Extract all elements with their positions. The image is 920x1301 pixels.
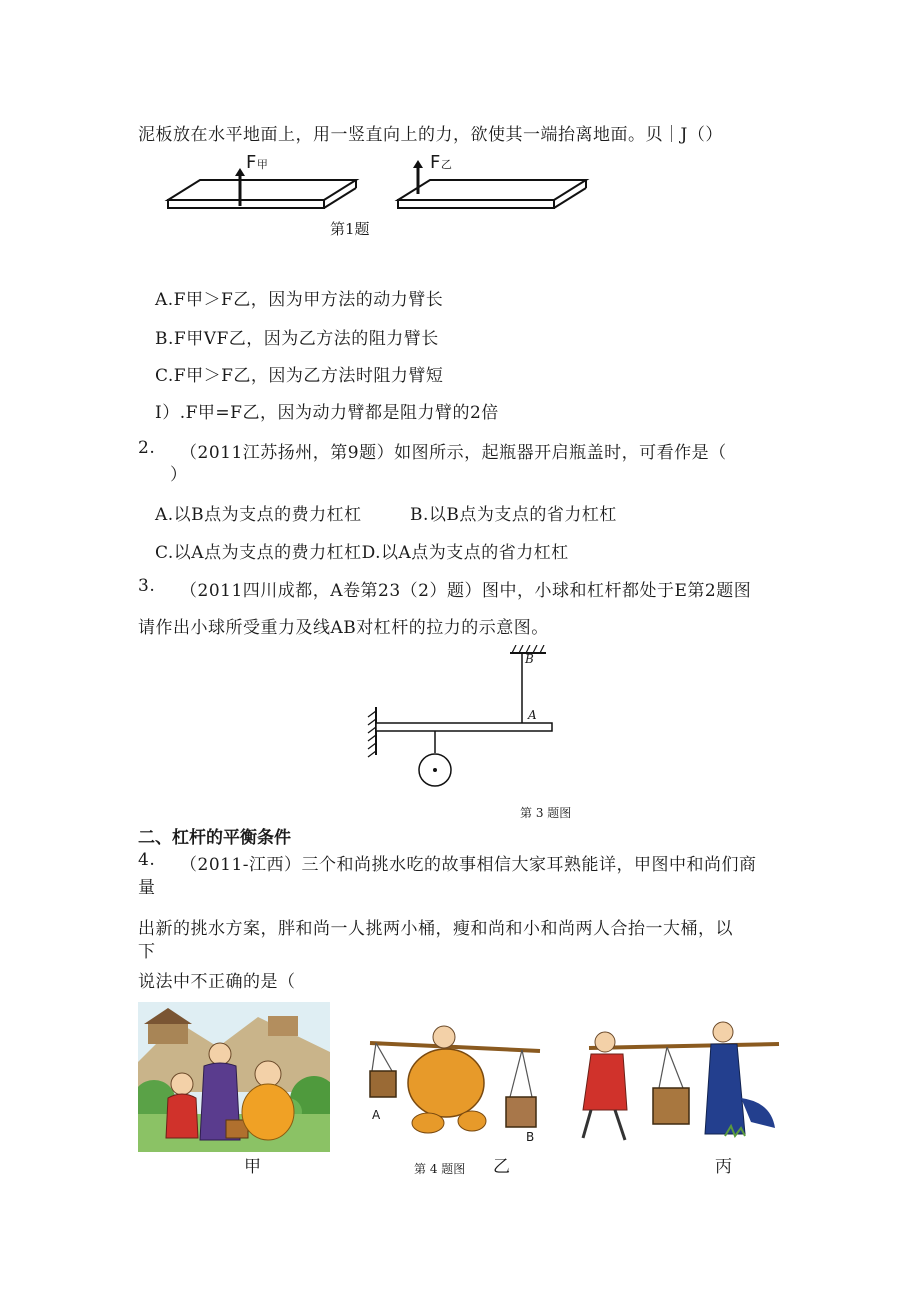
q4-number: 4. (138, 850, 156, 870)
fig1-force-b-label: F乙 (430, 152, 453, 173)
q1-option-b: B.F甲VF乙，因为乙方法的阻力臂长 (155, 329, 439, 349)
intro-line: 泥板放在水平地面上，用一竖直向上的力，欲使其一端抬离地面。贝｜J（） (138, 125, 723, 145)
fig4-label-a: A (372, 1108, 381, 1122)
section2-title: 二、杠杆的平衡条件 (138, 828, 291, 848)
fig1-plates (160, 150, 600, 220)
fig1-caption: 第1题 (330, 220, 370, 238)
q4-stem-cont: 量 (138, 878, 156, 898)
q4-line2: 出新的挑水方案，胖和尚一人挑两小桶，瘦和尚和小和尚两人合抬一大桶，以 (138, 919, 733, 939)
q1-option-c: C.F甲＞F乙，因为乙方法时阻力臂短 (155, 366, 444, 386)
q3-stem: （2011四川成都，A卷第23（2）题）图中，小球和杠杆都处于E第2题图 (180, 581, 752, 601)
q4-line3: 说法中不正确的是（ (138, 972, 296, 992)
fig3-label-b: B (525, 652, 534, 666)
q2-number: 2. (138, 438, 156, 458)
two-monks-carrying-illustration (575, 1018, 785, 1148)
q2-option-a: A.以B点为支点的费力杠杠 (155, 505, 362, 525)
fig1-force-a-label: F甲 (246, 152, 269, 173)
q3-number: 3. (138, 576, 156, 596)
q2-stem: （2011江苏扬州，第9题）如图所示，起瓶器开启瓶盖时，可看作是（ (180, 443, 727, 463)
fig4-label-jia: 甲 (244, 1157, 262, 1177)
fig3-label-a: A (528, 708, 537, 722)
q1-option-a: A.F甲＞F乙，因为甲方法的动力臂长 (155, 290, 444, 310)
fig4-label-b: B (526, 1130, 535, 1144)
fig4-label-bing: 丙 (715, 1157, 733, 1177)
fat-monk-carrying-illustration (362, 1025, 542, 1145)
q4-stem: （2011-江西）三个和尚挑水吃的故事相信大家耳熟能详，甲图中和尚们商 (180, 855, 757, 875)
q2-stem-cont: ） (170, 465, 188, 485)
q4-line2-cont: 下 (138, 942, 156, 962)
q1-option-d: I）.F甲=F乙，因为动力臂都是阻力臂的2倍 (155, 403, 499, 423)
q3-stem2: 请作出小球所受重力及线AB对杠杆的拉力的示意图。 (138, 618, 549, 638)
fig4-label-yi: 乙 (493, 1157, 511, 1177)
fig3-caption: 第 3 题图 (520, 806, 572, 820)
q2-option-cd: C.以A点为支点的费力杠杠D.以A点为支点的省力杠杠 (155, 543, 569, 563)
monks-scene-illustration (138, 1002, 330, 1152)
fig4-caption: 第 4 题图 (414, 1162, 466, 1176)
q2-option-b: B.以B点为支点的省力杠杠 (410, 505, 617, 525)
